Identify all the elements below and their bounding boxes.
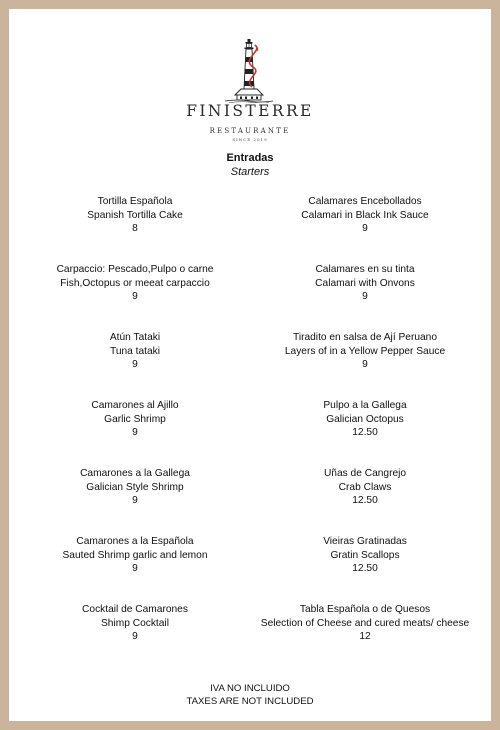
section-title-en: Starters	[230, 165, 270, 178]
item-name-en: Fish,Octopus or meeat carpaccio	[60, 277, 210, 289]
item-price: 8	[132, 223, 138, 235]
menu-row	[9, 535, 491, 577]
item-name-en: Layers of in a Yellow Pepper Sauce	[284, 345, 446, 357]
brand-since: SINCE 2019	[232, 137, 268, 142]
menu-row	[9, 331, 491, 373]
item-name-es: Cocktail de Camarones	[82, 604, 188, 615]
restaurant-logo	[9, 39, 491, 151]
tax-notice-es: IVA NO INCLUIDO	[210, 683, 290, 694]
menu-item	[250, 195, 480, 236]
item-name-es: Tabla Española o de Quesos	[299, 604, 431, 615]
menu-item	[20, 263, 250, 304]
item-name-en: Sauted Shrimp garlic and lemon	[62, 549, 208, 561]
item-name-es: Calamares en su tinta	[315, 264, 415, 275]
item-name-es: Camarones al Ajillo	[91, 400, 179, 411]
section-title-es: Entradas	[226, 152, 274, 164]
item-price: 12.50	[352, 427, 378, 439]
item-name-en: Galician Octopus	[326, 413, 404, 425]
item-name-en: Tuna tataki	[109, 345, 161, 357]
item-price: 9	[132, 359, 138, 371]
menu-item	[20, 603, 250, 644]
menu-row	[9, 195, 491, 237]
item-name-en: Galician Style Shrimp	[86, 481, 184, 493]
item-name-es: Atún Tataki	[109, 332, 161, 343]
item-name-es: Carpaccio: Pescado,Pulpo o carne	[56, 264, 214, 275]
menu-item	[20, 195, 250, 236]
brand-subtitle: RESTAURANTE	[209, 127, 291, 135]
menu-row	[9, 467, 491, 509]
menu-item	[20, 535, 250, 576]
item-name-en: Shimp Cocktail	[101, 617, 169, 629]
item-price: 12.50	[352, 495, 378, 507]
item-price: 9	[132, 291, 138, 303]
menu-item	[250, 467, 480, 508]
item-price: 9	[362, 223, 368, 235]
item-name-en: Selection of Cheese and cured meats/ cheese	[260, 617, 470, 629]
menu-item	[250, 263, 480, 304]
item-name-en: Gratin Scallops	[330, 549, 400, 561]
item-price: 9	[362, 291, 368, 303]
item-name-es: Camarones a la Española	[76, 536, 194, 547]
item-name-en: Calamari with Onvons	[315, 277, 415, 289]
item-name-es: Calamares Encebollados	[308, 196, 422, 207]
item-name-en: Crab Claws	[338, 481, 392, 493]
menu-item	[20, 467, 250, 508]
item-price: 9	[132, 563, 138, 575]
menu-row	[9, 263, 491, 305]
brand-name: FINISTERRE	[186, 102, 314, 120]
menu-row	[9, 399, 491, 441]
menu-row	[9, 603, 491, 645]
item-name-es: Pulpo a la Gallega	[323, 400, 407, 411]
item-price: 9	[362, 359, 368, 371]
item-name-es: Uñas de Cangrejo	[323, 468, 407, 479]
item-name-es: Tiradito en salsa de Ají Peruano	[292, 332, 438, 343]
menu-item	[250, 535, 480, 576]
item-price: 9	[132, 427, 138, 439]
item-price: 9	[132, 495, 138, 507]
menu-item	[20, 331, 250, 372]
item-name-en: Calamari in Black Ink Sauce	[301, 209, 429, 221]
menu-item	[20, 399, 250, 440]
lighthouse-icon	[219, 39, 279, 103]
menu-item	[250, 331, 480, 372]
item-price: 12	[359, 631, 371, 643]
section-heading	[9, 152, 491, 179]
item-name-es: Vieiras Gratinadas	[323, 536, 407, 547]
item-name-es: Tortilla Española	[97, 196, 173, 207]
item-price: 9	[132, 631, 138, 643]
item-price: 12.50	[352, 563, 378, 575]
tax-notice-en: TAXES ARE NOT INCLUDED	[186, 695, 314, 707]
item-name-en: Garlic Shrimp	[104, 413, 166, 425]
menu-page	[9, 9, 491, 721]
menu-item	[250, 603, 480, 644]
item-name-es: Camarones a la Gallega	[80, 468, 190, 479]
tax-notice	[9, 683, 491, 708]
item-name-en: Spanish Tortilla Cake	[87, 209, 183, 221]
menu-item	[250, 399, 480, 440]
